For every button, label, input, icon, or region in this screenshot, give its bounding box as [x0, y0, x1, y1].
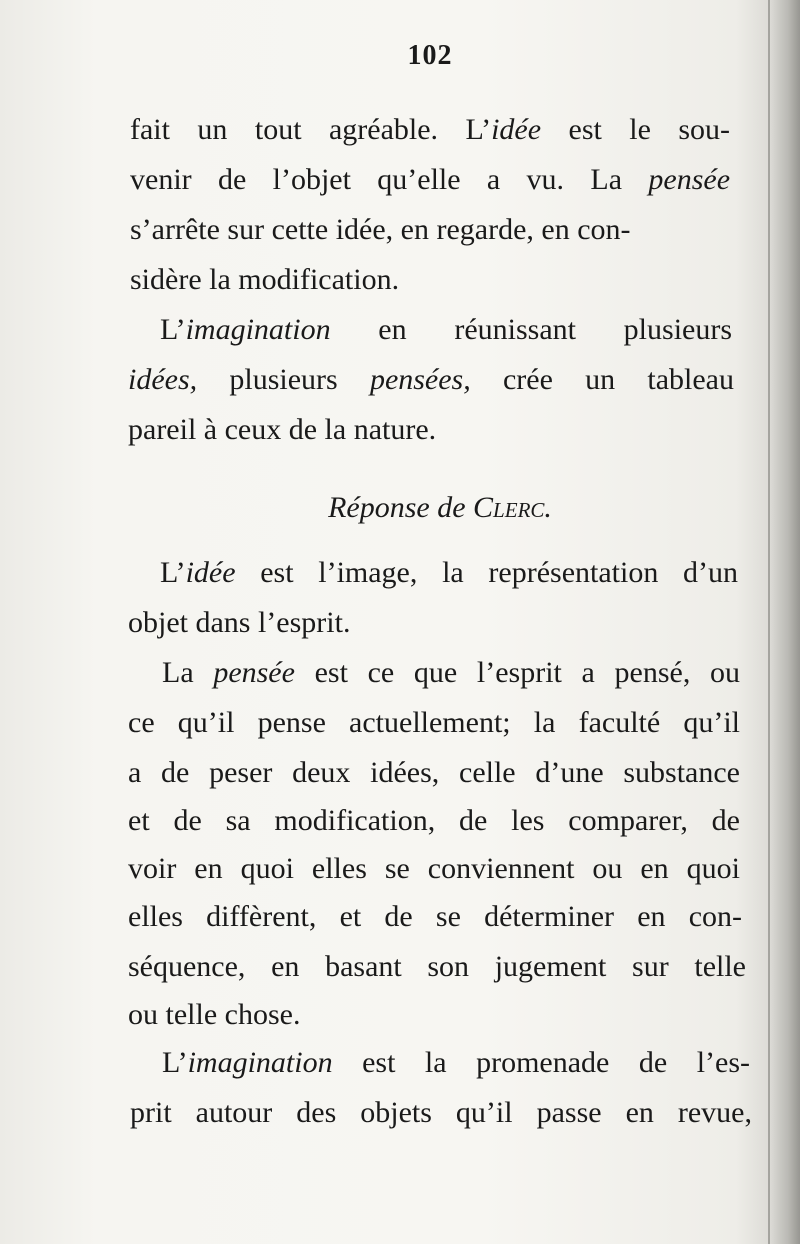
text-span: fait un tout agréable.: [130, 113, 439, 146]
text-span: crée un tableau: [502, 363, 734, 396]
text-span: L’: [162, 1046, 188, 1079]
text-span: [160, 556, 236, 589]
italic-term: idée: [491, 113, 542, 146]
text-line: [130, 160, 730, 200]
italic-term: pensée: [213, 656, 295, 689]
italic-term: imagination: [185, 313, 331, 346]
text-span: est la promenade de l’es-: [362, 1046, 750, 1079]
text-span: [466, 113, 542, 146]
text-span: est ce que l’esprit a pensé, ou: [314, 656, 740, 689]
text-span: [160, 313, 331, 346]
text-span: La: [162, 656, 194, 689]
heading-text: Réponse de: [328, 491, 466, 524]
text-span: L’: [160, 313, 186, 346]
text-line: sidère la modification.: [130, 263, 400, 296]
text-span: est le sou-: [568, 113, 731, 146]
section-heading: [0, 488, 800, 528]
italic-term: idées,: [128, 363, 198, 396]
page-edge-line: [768, 0, 770, 1244]
text-line: [160, 553, 738, 593]
text-line: [160, 310, 732, 350]
text-span: en réunissant plusieurs: [378, 313, 733, 346]
text-line: et de sa modification, de les comparer, de: [128, 804, 740, 837]
heading-name: Clerc.: [473, 491, 552, 524]
text-span: [162, 1046, 333, 1079]
italic-term: idée: [185, 556, 236, 589]
text-line: séquence, en basant son jugement sur telle: [128, 950, 746, 983]
text-line: [162, 1043, 750, 1083]
text-line: a de peser deux idées, celle d’une substance: [128, 756, 740, 789]
text-line: s’arrête sur cette idée, en regarde, en con-: [130, 213, 631, 246]
text-span: plusieurs: [229, 363, 338, 396]
text-line: objet dans l’esprit.: [128, 606, 351, 639]
italic-term: imagination: [187, 1046, 333, 1079]
text-span: L’: [160, 556, 186, 589]
text-line: [130, 110, 730, 150]
text-line: ou telle chose.: [128, 998, 301, 1031]
text-line: elles diffèrent, et de se déterminer en con-: [128, 900, 742, 933]
page-number: 102: [407, 40, 453, 71]
text-line: [162, 653, 740, 693]
text-line: prit autour des objets qu’il passe en revue,: [130, 1096, 752, 1129]
text-line: [128, 360, 734, 400]
italic-term: pensée: [648, 163, 731, 196]
text-line: pareil à ceux de la nature.: [128, 413, 437, 446]
text-span: L’: [465, 113, 492, 146]
page-gutter-shadow: [770, 0, 800, 1244]
text-span: La: [590, 163, 623, 196]
text-line: voir en quoi elles se conviennent ou en quoi: [128, 852, 740, 885]
italic-term: pensées,: [369, 363, 471, 396]
text-span: venir de l’objet qu’elle a vu.: [130, 163, 565, 196]
text-span: est l’image, la représentation d’un: [260, 556, 739, 589]
text-line: ce qu’il pense actuellement; la faculté qu’il: [128, 706, 740, 739]
